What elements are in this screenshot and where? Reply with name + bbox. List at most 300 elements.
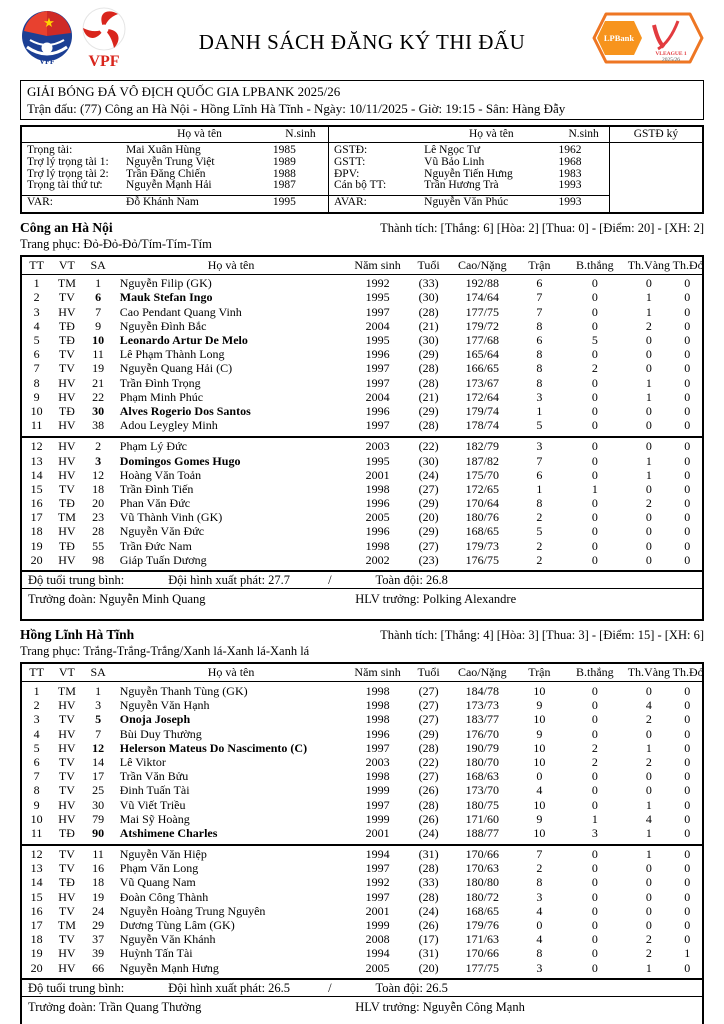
player-tran: 9 (536, 726, 543, 741)
player-born: 1997 (365, 740, 390, 755)
player-tt: 7 (33, 769, 40, 784)
player-name: Alves Rogerio Dos Santos (119, 403, 251, 418)
player-hw: 183/77 (465, 712, 499, 727)
player-born: 1996 (365, 726, 390, 741)
player-hw: 168/65 (465, 524, 499, 539)
player-age: (24) (418, 467, 439, 482)
player-row (22, 812, 702, 826)
player-name: Bùi Duy Thường (119, 726, 202, 741)
team-section-home (20, 220, 704, 622)
player-td: 0 (684, 726, 691, 741)
player-bt: 0 (591, 932, 598, 947)
player-bt: 1 (591, 811, 598, 826)
player-tv: 0 (645, 439, 652, 454)
player-age: (28) (418, 740, 439, 755)
player-tt: 8 (33, 375, 40, 390)
player-tt: 14 (30, 875, 43, 890)
player-tran: 10 (533, 712, 546, 727)
player-tv: 0 (645, 333, 652, 348)
player-tt: 10 (30, 811, 43, 826)
player-hw: 179/73 (465, 538, 499, 553)
player-row (22, 525, 702, 539)
player-age: (27) (418, 481, 439, 496)
player-hw: 173/67 (465, 375, 499, 390)
player-bt: 0 (591, 712, 598, 727)
player-bt: 0 (591, 453, 598, 468)
player-tran: 10 (533, 684, 546, 699)
player-born: 1997 (365, 375, 390, 390)
player-tran: 8 (536, 375, 543, 390)
player-td: 0 (684, 861, 691, 876)
player-row (22, 539, 702, 553)
player-tran: 1 (536, 403, 543, 418)
player-born: 2008 (365, 932, 390, 947)
player-hw: 170/66 (465, 946, 499, 961)
player-tt: 4 (33, 726, 40, 741)
player-row (22, 348, 702, 362)
player-tv: 0 (645, 875, 652, 890)
player-name: Nguyễn Quang Hải (C) (119, 361, 233, 376)
col-header-sa: SA (90, 665, 106, 680)
player-sa: 30 (92, 797, 105, 812)
player-age: (22) (418, 439, 439, 454)
player-tran: 7 (536, 290, 543, 305)
player-row (22, 755, 702, 769)
player-tran: 4 (536, 783, 543, 798)
col-header-tt: TT (29, 257, 44, 272)
player-bt: 0 (591, 847, 598, 862)
player-table (20, 255, 704, 622)
official-row (22, 180, 328, 192)
player-bt: 0 (591, 403, 598, 418)
player-hw: 168/63 (465, 769, 499, 784)
player-tv: 1 (645, 453, 652, 468)
player-vt: HV (58, 698, 76, 713)
player-tv: 1 (645, 740, 652, 755)
player-hw: 179/76 (465, 918, 499, 933)
team-section-away (20, 627, 704, 1024)
player-tv: 0 (645, 510, 652, 525)
team-name: Hồng Lĩnh Hà Tĩnh (20, 627, 135, 643)
player-table (20, 662, 704, 1024)
player-tv: 2 (645, 946, 652, 961)
player-vt: TV (58, 769, 75, 784)
player-td: 0 (684, 783, 691, 798)
player-sa: 10 (92, 333, 105, 348)
player-bt: 0 (591, 797, 598, 812)
player-tv: 0 (645, 538, 652, 553)
league-badge (592, 12, 704, 68)
player-hw: 187/82 (465, 453, 499, 468)
player-row (22, 770, 702, 784)
player-born: 1997 (365, 861, 390, 876)
player-hw: 188/77 (465, 825, 499, 840)
player-name: Domingos Gomes Hugo (119, 453, 241, 468)
col-header-sign: GSTĐ ký (610, 127, 702, 143)
player-sa: 19 (92, 361, 105, 376)
player-row (22, 947, 702, 961)
avg-age-separator: / (328, 980, 332, 995)
player-row (22, 277, 702, 291)
player-td: 0 (684, 276, 691, 291)
player-age: (28) (418, 889, 439, 904)
player-td: 0 (684, 290, 691, 305)
player-born: 1996 (365, 347, 390, 362)
player-age: (17) (418, 932, 439, 947)
player-name: Nguyễn Văn Khánh (119, 932, 216, 947)
player-tt: 2 (33, 698, 40, 713)
player-born: 1992 (365, 875, 390, 890)
player-age: (29) (418, 403, 439, 418)
player-bt: 0 (591, 375, 598, 390)
player-age: (33) (418, 875, 439, 890)
vff-label: VFF (39, 57, 55, 66)
player-bt: 0 (591, 439, 598, 454)
player-born: 1998 (365, 698, 390, 713)
player-td: 0 (684, 510, 691, 525)
player-bt: 3 (591, 825, 598, 840)
player-age: (21) (418, 389, 439, 404)
official-name: Đỗ Khánh Nam (126, 196, 199, 209)
player-sa: 16 (92, 861, 105, 876)
player-vt: HV (58, 797, 76, 812)
player-sa: 38 (92, 418, 105, 433)
player-tran: 7 (536, 453, 543, 468)
player-tran: 10 (533, 797, 546, 812)
player-tv: 4 (645, 811, 652, 826)
player-hw: 174/64 (465, 290, 499, 305)
official-row (329, 157, 609, 169)
player-bt: 0 (591, 290, 598, 305)
player-bt: 0 (591, 783, 598, 798)
player-tran: 2 (536, 510, 543, 525)
player-vt: TV (58, 861, 75, 876)
player-td: 0 (684, 347, 691, 362)
player-sa: 11 (92, 347, 104, 362)
player-sa: 1 (95, 276, 102, 291)
player-sa: 20 (92, 496, 105, 511)
player-tv: 4 (645, 698, 652, 713)
player-tt: 20 (30, 960, 43, 975)
official-row (329, 180, 609, 192)
player-tran: 4 (536, 932, 543, 947)
official-role: Trợ lý trọng tài 2: (27, 167, 109, 180)
player-name: Lê Phạm Thành Long (119, 347, 225, 362)
player-tv: 1 (645, 389, 652, 404)
officials-header (22, 127, 328, 143)
col-header-age: Tuổi (417, 665, 440, 680)
substitutes-rows (22, 436, 702, 571)
player-name: Leonardo Artur De Melo (119, 333, 248, 348)
player-td: 0 (684, 403, 691, 418)
player-sa: 12 (92, 467, 105, 482)
player-row (22, 727, 702, 741)
player-tran: 4 (536, 903, 543, 918)
col-header-tv: Th.Vàng (627, 257, 671, 272)
official-name: Nguyễn Tiến Hưng (424, 167, 513, 180)
official-role: VAR: (27, 196, 53, 209)
tournament-name: GIẢI BÓNG ĐÁ VÔ ĐỊCH QUỐC GIA LPBANK 2025/26 (27, 84, 341, 99)
player-vt: TĐ (58, 333, 75, 348)
player-tran: 8 (536, 496, 543, 511)
player-age: (27) (418, 698, 439, 713)
col-header-bt: B.thắng (575, 665, 614, 680)
player-bt: 2 (591, 361, 598, 376)
player-name: Trần Văn Bửu (119, 769, 189, 784)
player-vt: TM (57, 918, 76, 933)
player-sa: 5 (95, 712, 102, 727)
player-vt: HV (58, 946, 76, 961)
player-sa: 66 (92, 960, 105, 975)
player-row (22, 684, 702, 698)
vpf-logo (76, 6, 132, 72)
player-vt: TV (58, 903, 75, 918)
player-sa: 19 (92, 889, 105, 904)
player-sa: 3 (95, 698, 102, 713)
supervisor-signature-column (609, 127, 702, 212)
player-tv: 1 (645, 290, 652, 305)
player-tv: 0 (645, 889, 652, 904)
player-bt: 0 (591, 903, 598, 918)
player-td: 0 (684, 698, 691, 713)
officials-left (22, 127, 328, 212)
player-td: 0 (684, 754, 691, 769)
player-tv: 0 (645, 918, 652, 933)
team-record: Thành tích: [Thắng: 4] [Hòa: 3] [Thua: 3] - [Điểm: 15] - [XH: 6] (380, 628, 704, 643)
player-hw: 170/66 (465, 847, 499, 862)
player-row (22, 454, 702, 468)
player-tt: 7 (33, 361, 40, 376)
player-hw: 170/63 (465, 861, 499, 876)
official-born: 1968 (558, 155, 582, 168)
player-tt: 5 (33, 740, 40, 755)
player-tv: 0 (645, 403, 652, 418)
vff-logo (20, 6, 74, 72)
player-name: Cao Pendant Quang Vinh (119, 304, 242, 319)
player-tran: 7 (536, 847, 543, 862)
staff-row (22, 589, 702, 619)
player-tran: 6 (536, 333, 543, 348)
player-tt: 2 (33, 290, 40, 305)
player-tv: 0 (645, 276, 652, 291)
official-name: Lê Ngọc Tư (424, 144, 480, 157)
player-tt: 6 (33, 347, 40, 362)
player-bt: 0 (591, 946, 598, 961)
official-role: ĐPV: (334, 167, 360, 180)
player-tran: 8 (536, 946, 543, 961)
player-vt: HV (58, 524, 76, 539)
player-td: 0 (684, 797, 691, 812)
player-age: (27) (418, 712, 439, 727)
player-tran: 1 (536, 481, 543, 496)
player-born: 2001 (365, 903, 390, 918)
player-sa: 14 (92, 754, 105, 769)
player-sa: 12 (92, 740, 105, 755)
avg-age-label: Độ tuổi trung bình: (28, 572, 125, 587)
starters-rows (22, 682, 702, 843)
player-born: 1998 (365, 712, 390, 727)
player-tran: 5 (536, 418, 543, 433)
season-label: 2025/26 (661, 57, 681, 63)
player-born: 1994 (365, 946, 390, 961)
player-hw: 179/74 (465, 403, 499, 418)
player-name: Vũ Viết Triều (119, 797, 186, 812)
player-age: (27) (418, 769, 439, 784)
player-age: (28) (418, 797, 439, 812)
player-tran: 10 (533, 740, 546, 755)
player-vt: TV (58, 712, 75, 727)
player-tt: 20 (30, 552, 43, 567)
player-td: 0 (684, 524, 691, 539)
player-row (22, 419, 702, 433)
player-tran: 2 (536, 552, 543, 567)
vleague-lpbank-logo (592, 12, 704, 64)
player-born: 2003 (365, 754, 390, 769)
player-vt: HV (58, 889, 76, 904)
player-bt: 0 (591, 698, 598, 713)
player-name: Phạm Minh Phúc (119, 389, 204, 404)
player-tv: 0 (645, 481, 652, 496)
player-td: 0 (684, 918, 691, 933)
col-header-td: Th.Đỏ (672, 257, 704, 272)
avg-age-starters: Đội hình xuất phát: 26.5 (168, 980, 291, 995)
document-header (20, 6, 704, 80)
official-born: 1989 (272, 155, 296, 168)
player-row (22, 741, 702, 755)
player-td: 0 (684, 769, 691, 784)
player-td: 1 (684, 946, 691, 961)
player-hw: 173/70 (465, 783, 499, 798)
avg-age-label: Độ tuổi trung bình: (28, 980, 125, 995)
team-manager: Trưởng đoàn: Trần Quang Thưởng (28, 1000, 202, 1015)
player-sa: 11 (92, 847, 104, 862)
player-tran: 3 (536, 439, 543, 454)
player-row (22, 904, 702, 918)
col-header-name: Họ và tên (207, 665, 255, 680)
player-bt: 0 (591, 960, 598, 975)
player-tv: 0 (645, 347, 652, 362)
team-name: Công an Hà Nội (20, 219, 113, 235)
player-name: Huỳnh Tấn Tài (119, 946, 193, 961)
player-bt: 0 (591, 769, 598, 784)
col-header-born: Năm sinh (354, 665, 401, 680)
player-row (22, 961, 702, 975)
official-row (22, 157, 328, 169)
player-row (22, 333, 702, 347)
player-tt: 19 (30, 946, 43, 961)
player-age: (23) (418, 552, 439, 567)
player-bt: 0 (591, 467, 598, 482)
player-tt: 11 (30, 418, 43, 433)
player-hw: 171/63 (465, 932, 499, 947)
player-age: (30) (418, 453, 439, 468)
player-age: (28) (418, 304, 439, 319)
col-header-td: Th.Đỏ (672, 665, 704, 680)
official-born: 1962 (558, 144, 582, 157)
player-td: 0 (684, 538, 691, 553)
player-tv: 2 (645, 932, 652, 947)
player-age: (29) (418, 726, 439, 741)
col-header-tv: Th.Vàng (627, 665, 671, 680)
player-hw: 176/70 (465, 726, 499, 741)
head-coach: HLV trưởng: Nguyễn Công Mạnh (355, 1000, 525, 1015)
player-td: 0 (684, 960, 691, 975)
player-born: 1992 (365, 276, 390, 291)
player-tran: 0 (536, 769, 543, 784)
player-hw: 179/72 (465, 318, 499, 333)
starters-rows (22, 275, 702, 436)
player-vt: TV (58, 783, 75, 798)
player-tt: 16 (30, 496, 43, 511)
officials-header (329, 127, 609, 143)
player-tran: 6 (536, 276, 543, 291)
player-born: 1996 (365, 496, 390, 511)
player-age: (31) (418, 847, 439, 862)
player-tran: 8 (536, 361, 543, 376)
player-vt: TM (57, 510, 76, 525)
avg-age-squad: Toàn đội: 26.5 (375, 980, 448, 995)
team-kit: Trang phục: Trắng-Trắng-Trắng/Xanh lá-Xanh lá-Xanh lá (20, 644, 310, 659)
player-tran: 5 (536, 524, 543, 539)
player-born: 2004 (365, 318, 390, 333)
player-age: (29) (418, 496, 439, 511)
player-tt: 6 (33, 754, 40, 769)
player-sa: 37 (92, 932, 105, 947)
player-row (22, 404, 702, 418)
player-td: 0 (684, 811, 691, 826)
substitutes-rows (22, 844, 702, 979)
player-vt: HV (58, 389, 76, 404)
player-tt: 12 (30, 439, 43, 454)
player-vt: HV (58, 552, 76, 567)
player-bt: 5 (591, 333, 598, 348)
avg-age-starters: Đội hình xuất phát: 27.7 (168, 572, 291, 587)
player-td: 0 (684, 496, 691, 511)
player-age: (20) (418, 510, 439, 525)
player-row (22, 876, 702, 890)
player-vt: HV (58, 418, 76, 433)
player-row (22, 468, 702, 482)
official-name: Trần Đăng Chiến (126, 167, 206, 180)
player-born: 1997 (365, 889, 390, 904)
player-name: Nguyễn Văn Hiệp (119, 847, 207, 862)
player-table-header (22, 257, 702, 275)
player-vt: TM (57, 276, 76, 291)
player-vt: HV (58, 304, 76, 319)
player-sa: 55 (92, 538, 105, 553)
player-tran: 9 (536, 811, 543, 826)
player-tt: 10 (30, 403, 43, 418)
player-row (22, 305, 702, 319)
player-row (22, 376, 702, 390)
col-header-tt: TT (29, 665, 44, 680)
player-vt: TV (58, 481, 75, 496)
player-name: Đoàn Công Thành (119, 889, 209, 904)
player-bt: 0 (591, 389, 598, 404)
player-tt: 4 (33, 318, 40, 333)
player-name: Vũ Thành Vinh (GK) (119, 510, 223, 525)
player-name: Helerson Mateus Do Nascimento (C) (119, 740, 308, 755)
col-header-bt: B.thắng (575, 257, 614, 272)
player-name: Giáp Tuấn Dương (119, 552, 207, 567)
player-born: 1998 (365, 684, 390, 699)
player-tran: 7 (536, 304, 543, 319)
team-kit: Trang phục: Đỏ-Đỏ-Đỏ/Tím-Tím-Tím (20, 236, 212, 251)
player-age: (24) (418, 825, 439, 840)
player-born: 1996 (365, 403, 390, 418)
player-vt: TV (58, 347, 75, 362)
player-born: 1995 (365, 333, 390, 348)
